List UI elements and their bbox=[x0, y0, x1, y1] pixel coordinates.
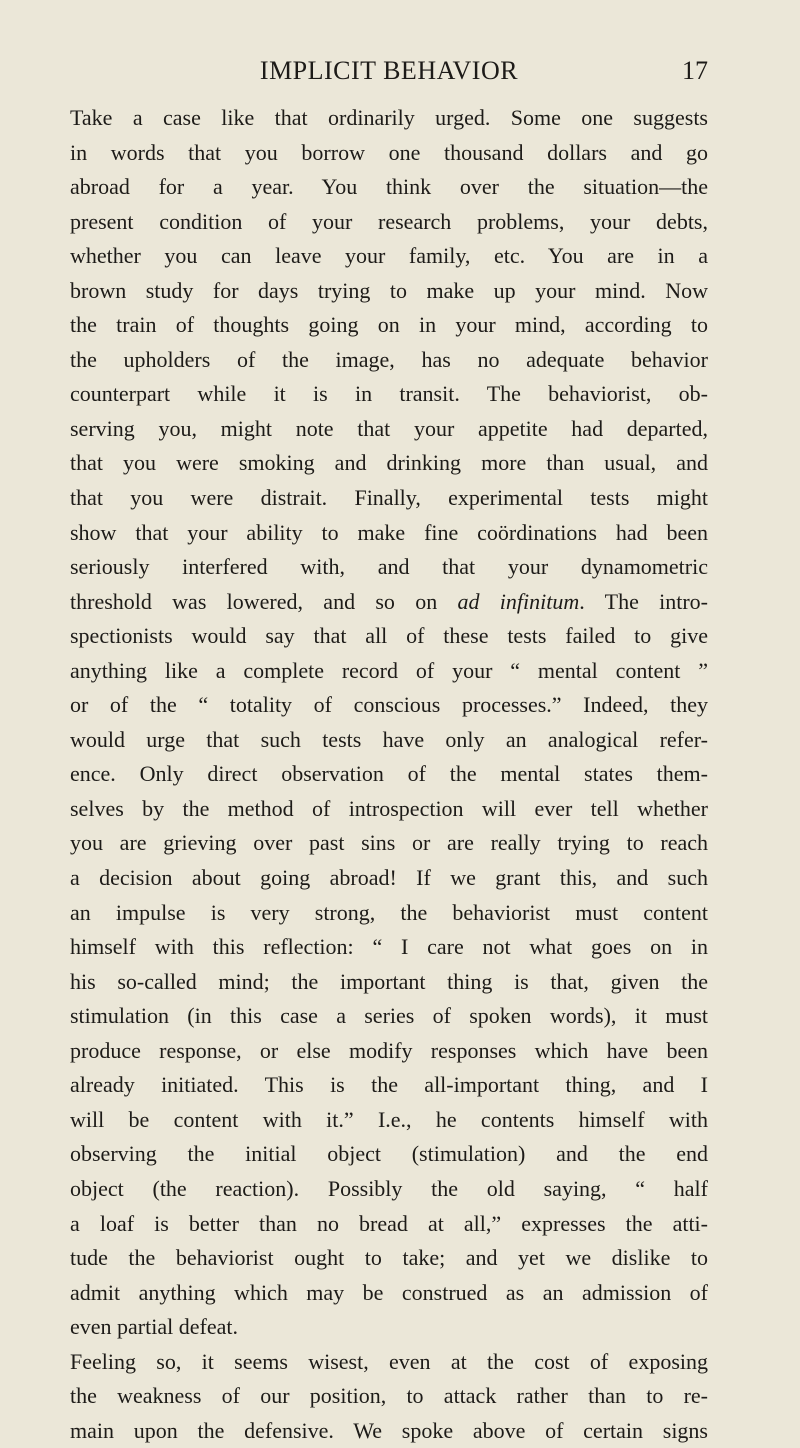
text-line: spectionists would say that all of these tests failed to give bbox=[70, 623, 708, 649]
text-line: brown study for days trying to make up your mind. Now bbox=[70, 277, 708, 303]
text-line: that you were smoking and drinking more than usual, and bbox=[70, 450, 708, 476]
text-line: a loaf is better than no bread at all,” expresses the atti- bbox=[70, 1210, 708, 1236]
text-line: admit anything which may be construed as an admission of bbox=[70, 1279, 708, 1305]
text-line: will be content with it.” I.e., he contents himself with bbox=[70, 1106, 708, 1132]
text-line: Take a case like that ordinarily urged. Some one suggests bbox=[70, 105, 708, 130]
text-line: Feeling so, it seems wisest, even at the cost of exposing bbox=[70, 1348, 708, 1374]
text-line: himself with this reflection: “ I care not what goes on in bbox=[70, 934, 708, 960]
text-line: counterpart while it is in transit. The behaviorist, ob- bbox=[70, 381, 708, 407]
text-line: seriously interfered with, and that your dynamometric bbox=[70, 554, 708, 580]
text-line: serving you, might note that your appetite had departed, bbox=[70, 415, 708, 441]
text-line: present condition of your research problems, your debts, bbox=[70, 208, 708, 234]
text-line: an impulse is very strong, the behaviorist must content bbox=[70, 899, 708, 925]
text-line: already initiated. This is the all-important thing, and I bbox=[70, 1072, 708, 1098]
text-line: tude the behaviorist ought to take; and yet we dislike to bbox=[70, 1245, 708, 1271]
text-line: whether you can leave your family, etc. You are in a bbox=[70, 243, 708, 269]
text-line: object (the reaction). Possibly the old saying, “ half bbox=[70, 1175, 708, 1201]
text-line: anything like a complete record of your “ mental content ” bbox=[70, 657, 708, 683]
text-line: his so-called mind; the important thing is that, given the bbox=[70, 968, 708, 994]
running-head bbox=[70, 54, 708, 94]
page-number: 17 bbox=[682, 56, 708, 85]
text-line: the weakness of our position, to attack rather than to re- bbox=[70, 1383, 708, 1409]
text-line: observing the initial object (stimulation) and the end bbox=[70, 1141, 708, 1167]
text-line: even partial defeat. bbox=[70, 1314, 238, 1340]
text-line: main upon the defensive. We spoke above of certain signs bbox=[70, 1417, 708, 1443]
text-line: produce response, or else modify responses which have been bbox=[70, 1037, 708, 1063]
running-title: IMPLICIT BEHAVIOR bbox=[259, 56, 519, 85]
text-line: show that your ability to make fine coördinations had been bbox=[70, 519, 708, 545]
text-line: would urge that such tests have only an analogical refer- bbox=[70, 726, 708, 752]
text-line: stimulation (in this case a series of spoken words), it must bbox=[70, 1003, 708, 1029]
text-line: ence. Only direct observation of the mental states them- bbox=[70, 761, 708, 787]
text-line: that you were distrait. Finally, experimental tests might bbox=[70, 485, 708, 511]
text-line: you are grieving over past sins or are really trying to reach bbox=[70, 830, 708, 856]
text-line: selves by the method of introspection will ever tell whether bbox=[70, 795, 708, 821]
text-line: the train of thoughts going on in your mind, according to bbox=[70, 312, 708, 338]
text-line: abroad for a year. You think over the situation—the bbox=[70, 174, 708, 200]
text-line: a decision about going abroad! If we grant this, and such bbox=[70, 865, 708, 891]
text-line: or of the “ totality of conscious processes.” Indeed, they bbox=[70, 692, 708, 718]
text-line: threshold was lowered, and so on ad infinitum. The intro- bbox=[70, 588, 709, 614]
text-line: in words that you borrow one thousand dollars and go bbox=[70, 139, 708, 165]
text-line: the upholders of the image, has no adequate behavior bbox=[70, 346, 708, 372]
body-text bbox=[70, 101, 708, 1448]
